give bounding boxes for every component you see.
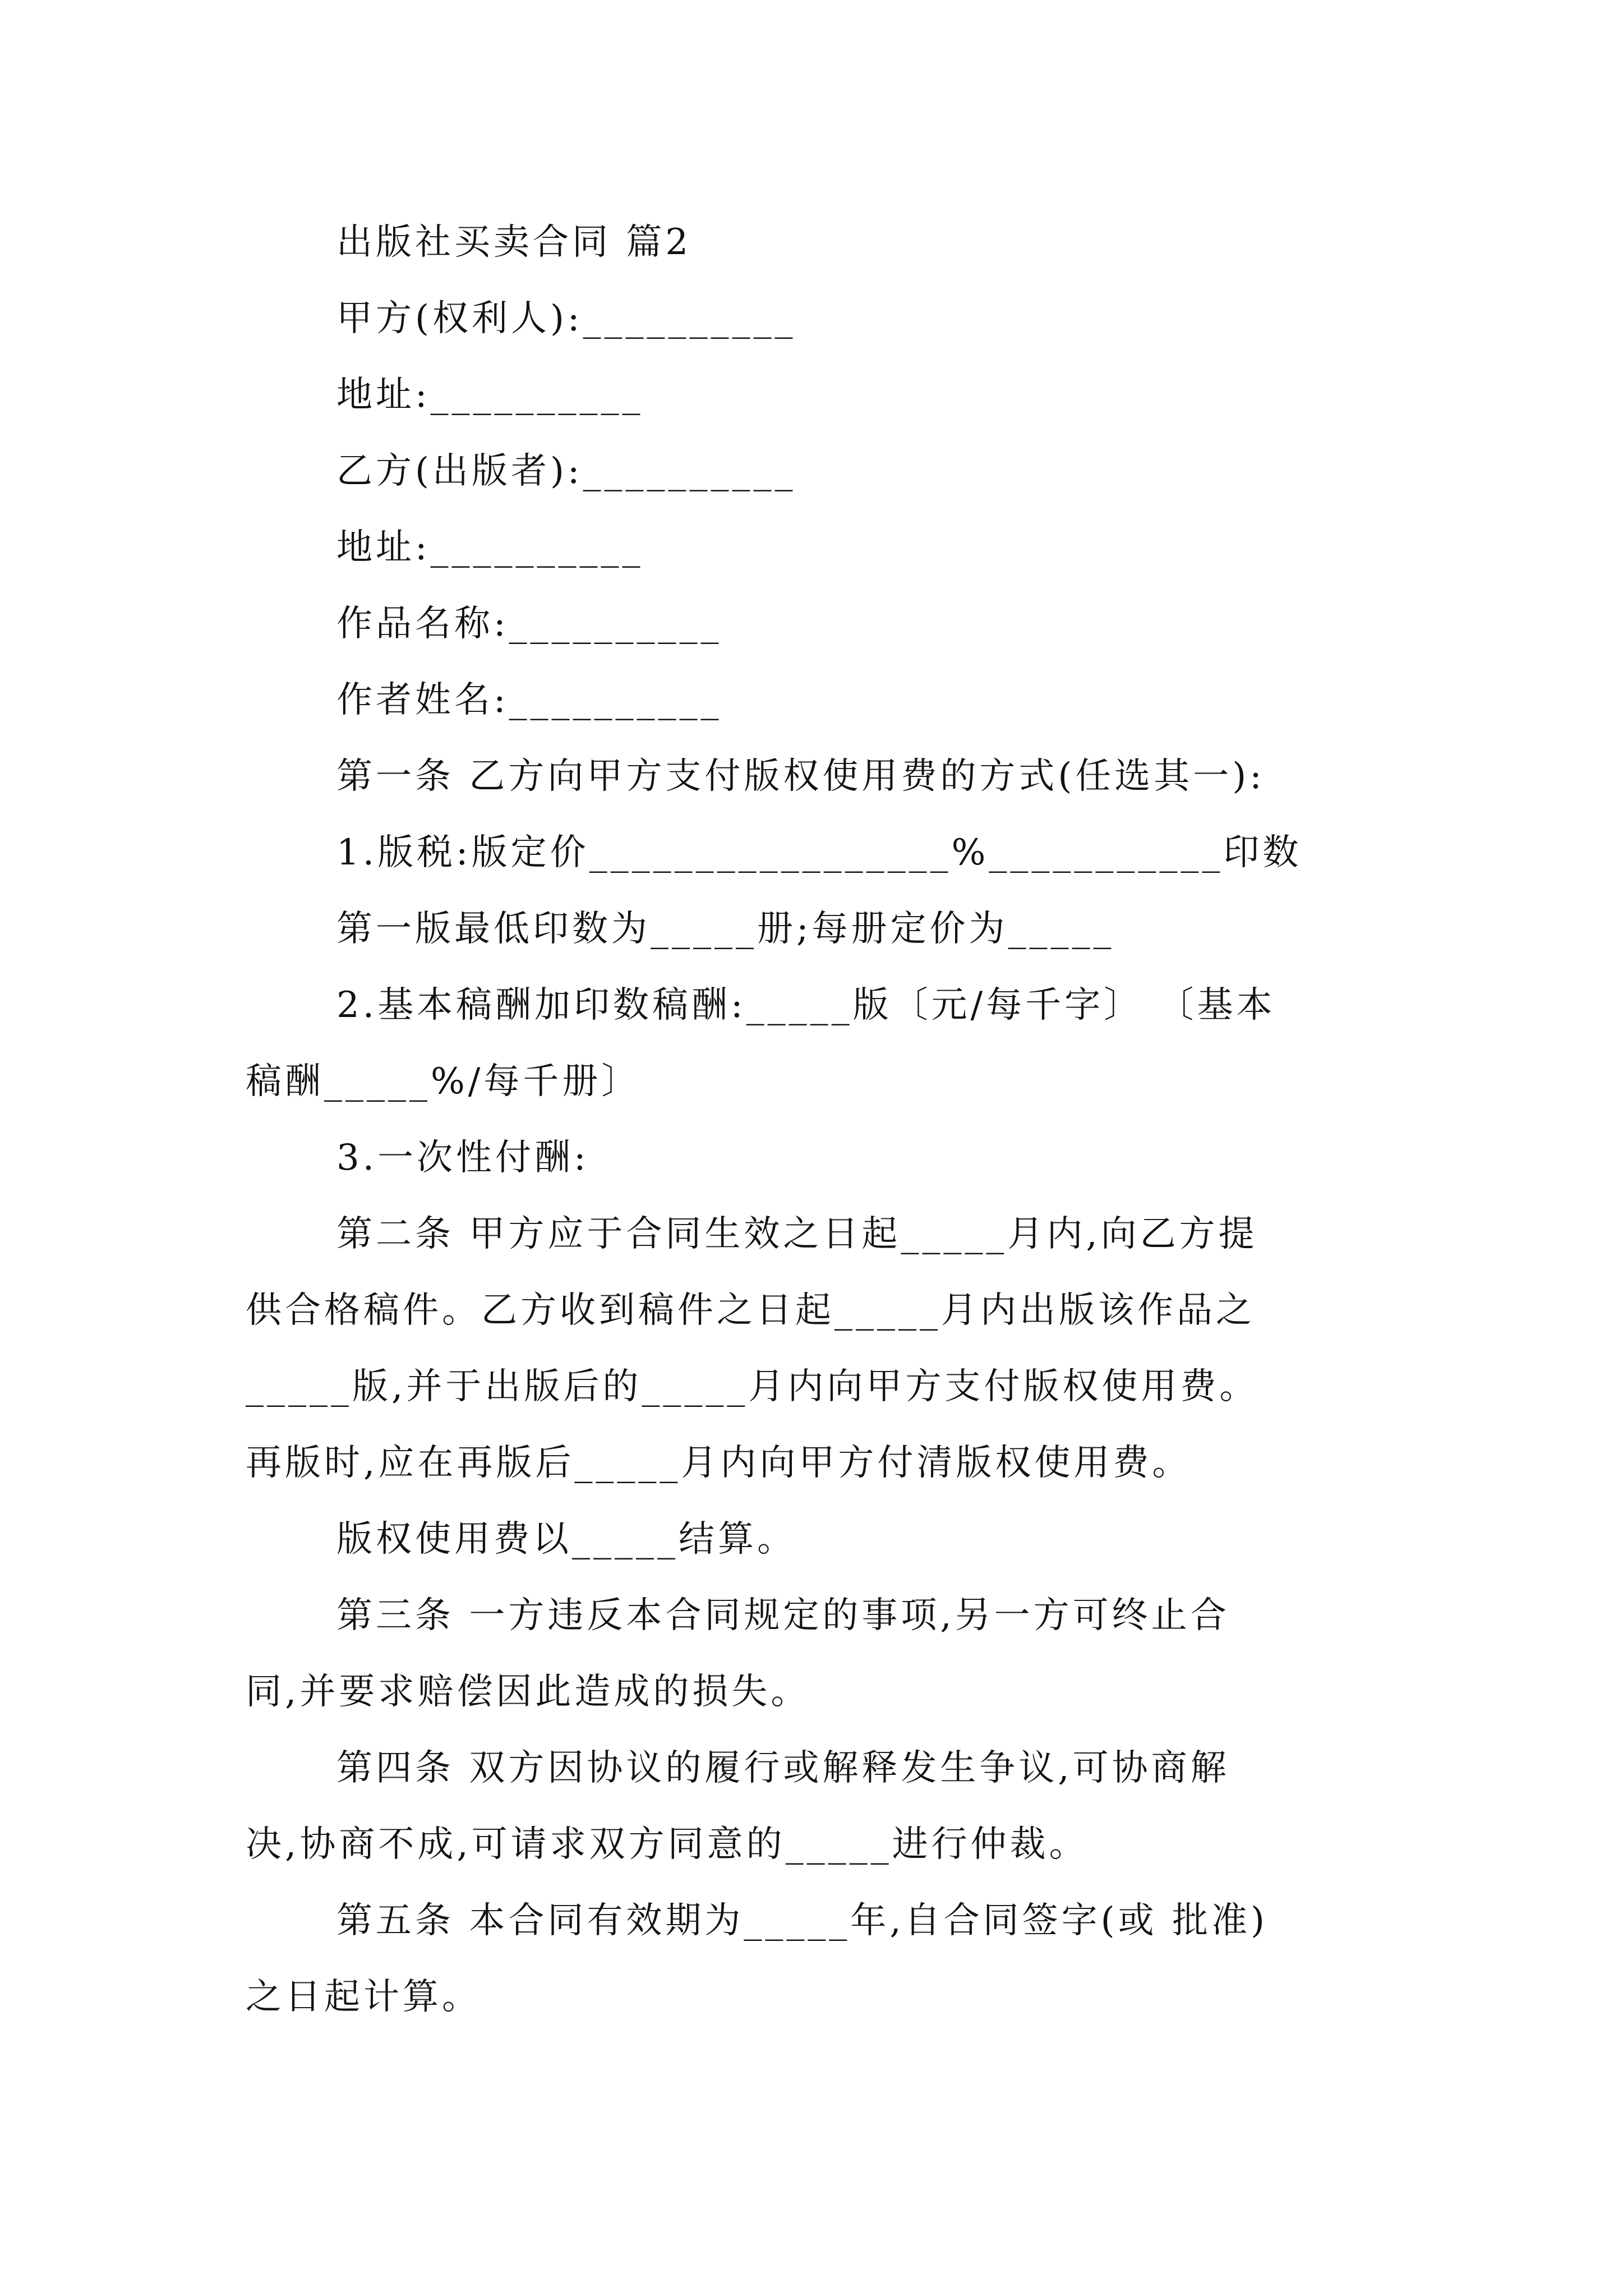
article-4-line-2: 决,协商不成,可请求双方同意的_____进行仲裁。 <box>246 1824 1089 1865</box>
article-1-heading: 第一条 乙方向甲方支付版权使用费的方式(任选其一): <box>336 756 1265 797</box>
article-2-line-4: 再版时,应在再版后_____月内向甲方付清版权使用费。 <box>246 1442 1192 1484</box>
article-3-line-2: 同,并要求赔偿因此造成的损失。 <box>246 1671 810 1713</box>
article-2-line-2: 供合格稿件。乙方收到稿件之日起_____月内出版该作品之 <box>246 1290 1255 1331</box>
article-1-item-3: 3.一次性付酬: <box>336 1137 589 1179</box>
article-1-item-1: 1.版税:版定价_________________%___________印数 <box>336 832 1302 873</box>
party-b-address-field: 地址:__________ <box>336 527 644 568</box>
author-name-field: 作者姓名:__________ <box>336 679 722 721</box>
work-title-field: 作品名称:__________ <box>336 603 722 645</box>
party-a-field: 甲方(权利人):__________ <box>336 298 796 339</box>
article-4-line-1: 第四条 双方因协议的履行或解释发生争议,可协商解 <box>336 1747 1230 1789</box>
party-b-field: 乙方(出版者):__________ <box>336 450 796 492</box>
article-3-line-1: 第三条 一方违反本合同规定的事项,另一方可终止合 <box>336 1595 1230 1636</box>
article-2-settlement: 版权使用费以_____结算。 <box>336 1519 796 1560</box>
article-2-line-3: _____版,并于出版后的_____月内向甲方支付版权使用费。 <box>246 1366 1259 1407</box>
article-2-line-1: 第二条 甲方应于合同生效之日起_____月内,向乙方提 <box>336 1213 1258 1255</box>
article-5-line-2: 之日起计算。 <box>246 1976 481 2018</box>
party-a-address-field: 地址:__________ <box>336 374 644 416</box>
article-1-item-1-detail: 第一版最低印数为_____册;每册定价为_____ <box>336 908 1115 950</box>
article-1-item-2: 2.基本稿酬加印数稿酬:_____版〔元/每千字〕 〔基本 <box>336 984 1276 1026</box>
article-5-line-1: 第五条 本合同有效期为_____年,自合同签字(或 批准) <box>336 1900 1268 1941</box>
document-title: 出版社买卖合同 篇2 <box>336 222 692 263</box>
article-1-item-2-cont: 稿酬_____%/每千册〕 <box>246 1061 641 1102</box>
